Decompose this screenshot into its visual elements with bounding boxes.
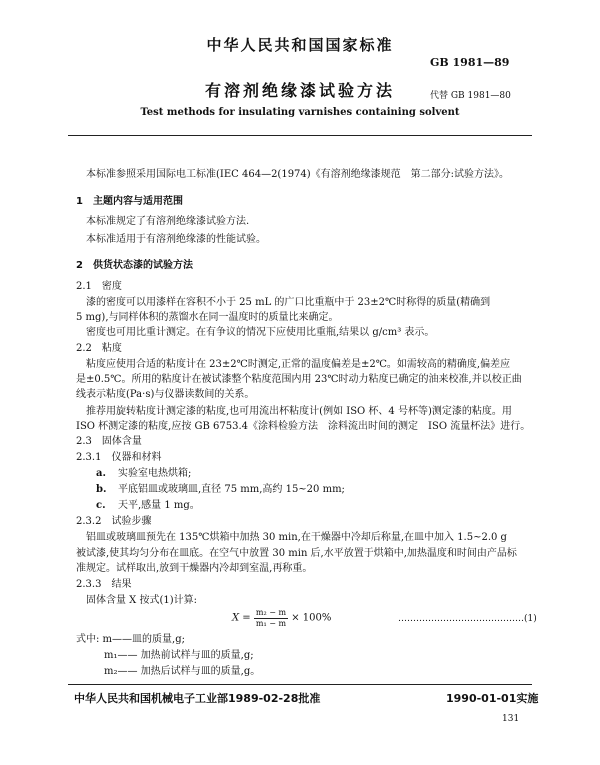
item-c-text: 天平,感量 1 mg。 [118, 500, 200, 511]
section-1-heading: 1 主题内容与适用范围 [76, 196, 183, 207]
header-rule [68, 135, 532, 136]
para-2-3-2-line-2: 被试漆,使其均匀分布在皿底。在空气中放置 30 min 后,水平放置于烘箱中,加热温度和时间由产品标 [76, 548, 517, 559]
title-en: Test methods for insulating varnishes containing solvent [140, 107, 460, 118]
para-2-3-3: 固体含量 X 按式(1)计算: [86, 595, 198, 606]
where-m1: m₁—— 加热前试样与皿的质量,g; [104, 650, 254, 661]
para-2-2-b-line-1: 推荐用旋转粘度计测定漆的粘度,也可用流出杯粘度计(例如 ISO 杯、4 号杯等)测定漆的粘度。用 [86, 406, 512, 417]
heading-2-1: 2.1 密度 [76, 281, 122, 292]
para-2-1-b: 密度也可用比重计测定。在有争议的情况下应使用比重瓶,结果以 g/cm³ 表示。 [86, 327, 435, 338]
heading-2-3-1: 2.3.1 仪器和材料 [76, 452, 162, 463]
formula-lhs: X = [232, 612, 251, 624]
equation-number: ……………………………………(1) [398, 614, 537, 624]
footer-rule [68, 684, 532, 685]
item-b-marker: b. [96, 484, 107, 495]
page-number: 131 [502, 714, 520, 724]
para-2-1-line-1: 漆的密度可以用漆样在容积不小于 25 mL 的广口比重瓶中于 23±2℃时称得的质量(精确到 [86, 297, 491, 308]
para-2-2-line-2: 是±0.5℃。所用的粘度计在被试漆整个粘度范围内用 23℃时动力粘度已确定的油来校准,并以校正曲 [76, 374, 522, 385]
heading-2-3-3: 2.3.3 结果 [76, 579, 132, 590]
para-2-1-line-2: 5 mg),与同样体积的蒸馏水在同一温度时的质量比来确定。 [76, 312, 339, 323]
formula-denominator: m₁ − m [255, 619, 287, 628]
standard-number: GB 1981—89 [430, 56, 510, 69]
para-2-3-2-line-1: 铝皿或玻璃皿预先在 135℃烘箱中加热 30 min,在干燥器中冷却后称量,在皿中加入 1.5~2.0 g [86, 532, 507, 543]
para-2-2-line-1: 粘度应使用合适的粘度计在 23±2℃时测定,正常的温度偏差是±2℃。如需较高的精确度,偏差应 [86, 359, 511, 370]
formula [232, 608, 331, 629]
formula-numerator: m₂ − m [255, 608, 287, 617]
formula-rhs: × 100% [291, 612, 332, 624]
heading-2-3-2: 2.3.2 试验步骤 [76, 516, 152, 527]
heading-2-2: 2.2 粘度 [76, 343, 122, 354]
title-cn: 有溶剂绝缘漆试验方法 [204, 81, 395, 100]
item-a-marker: a. [96, 468, 106, 479]
effective-date: 1990-01-01实施 [446, 692, 539, 705]
issuing-org: 中华人民共和国国家标准 [206, 36, 394, 54]
intro-paragraph: 本标准参照采用国际电工标准(IEC 464—2(1974)《有溶剂绝缘漆规范 第二部分:试验方法》。 [86, 169, 510, 180]
para-2-2-b-line-2: ISO 杯测定漆的粘度,应按 GB 6753.4《涂料检验方法 涂料流出时间的测定 ISO 流量杯法》进行。 [76, 421, 531, 432]
item-b-text: 平底铝皿或玻璃皿,直径 75 mm,高约 15~20 mm; [118, 484, 345, 495]
heading-2-3: 2.3 固体含量 [76, 436, 142, 447]
formula-fraction [254, 608, 288, 629]
where-lead: 式中: m——皿的质量,g; [76, 634, 185, 645]
replaces-standard: 代替 GB 1981—80 [430, 91, 511, 101]
item-c-marker: c. [96, 500, 106, 511]
para-2-3-2-line-3: 准规定。试样取出,放到干燥器内冷却到室温,再称重。 [76, 563, 313, 574]
para-2-2-line-3: 线表示粘度(Pa·s)与仪器读数间的关系。 [76, 389, 255, 400]
section-2-heading: 2 供货状态漆的试验方法 [76, 260, 193, 271]
section-1-para-1: 本标准规定了有溶剂绝缘漆试验方法. [86, 216, 250, 227]
section-1-para-2: 本标准适用于有溶剂绝缘漆的性能试验。 [86, 234, 266, 245]
item-a-text: 实验室电热烘箱; [118, 468, 192, 479]
where-m2: m₂—— 加热后试样与皿的质量,g。 [104, 666, 261, 677]
approval-line: 中华人民共和国机械电子工业部1989-02-28批准 [74, 692, 321, 705]
